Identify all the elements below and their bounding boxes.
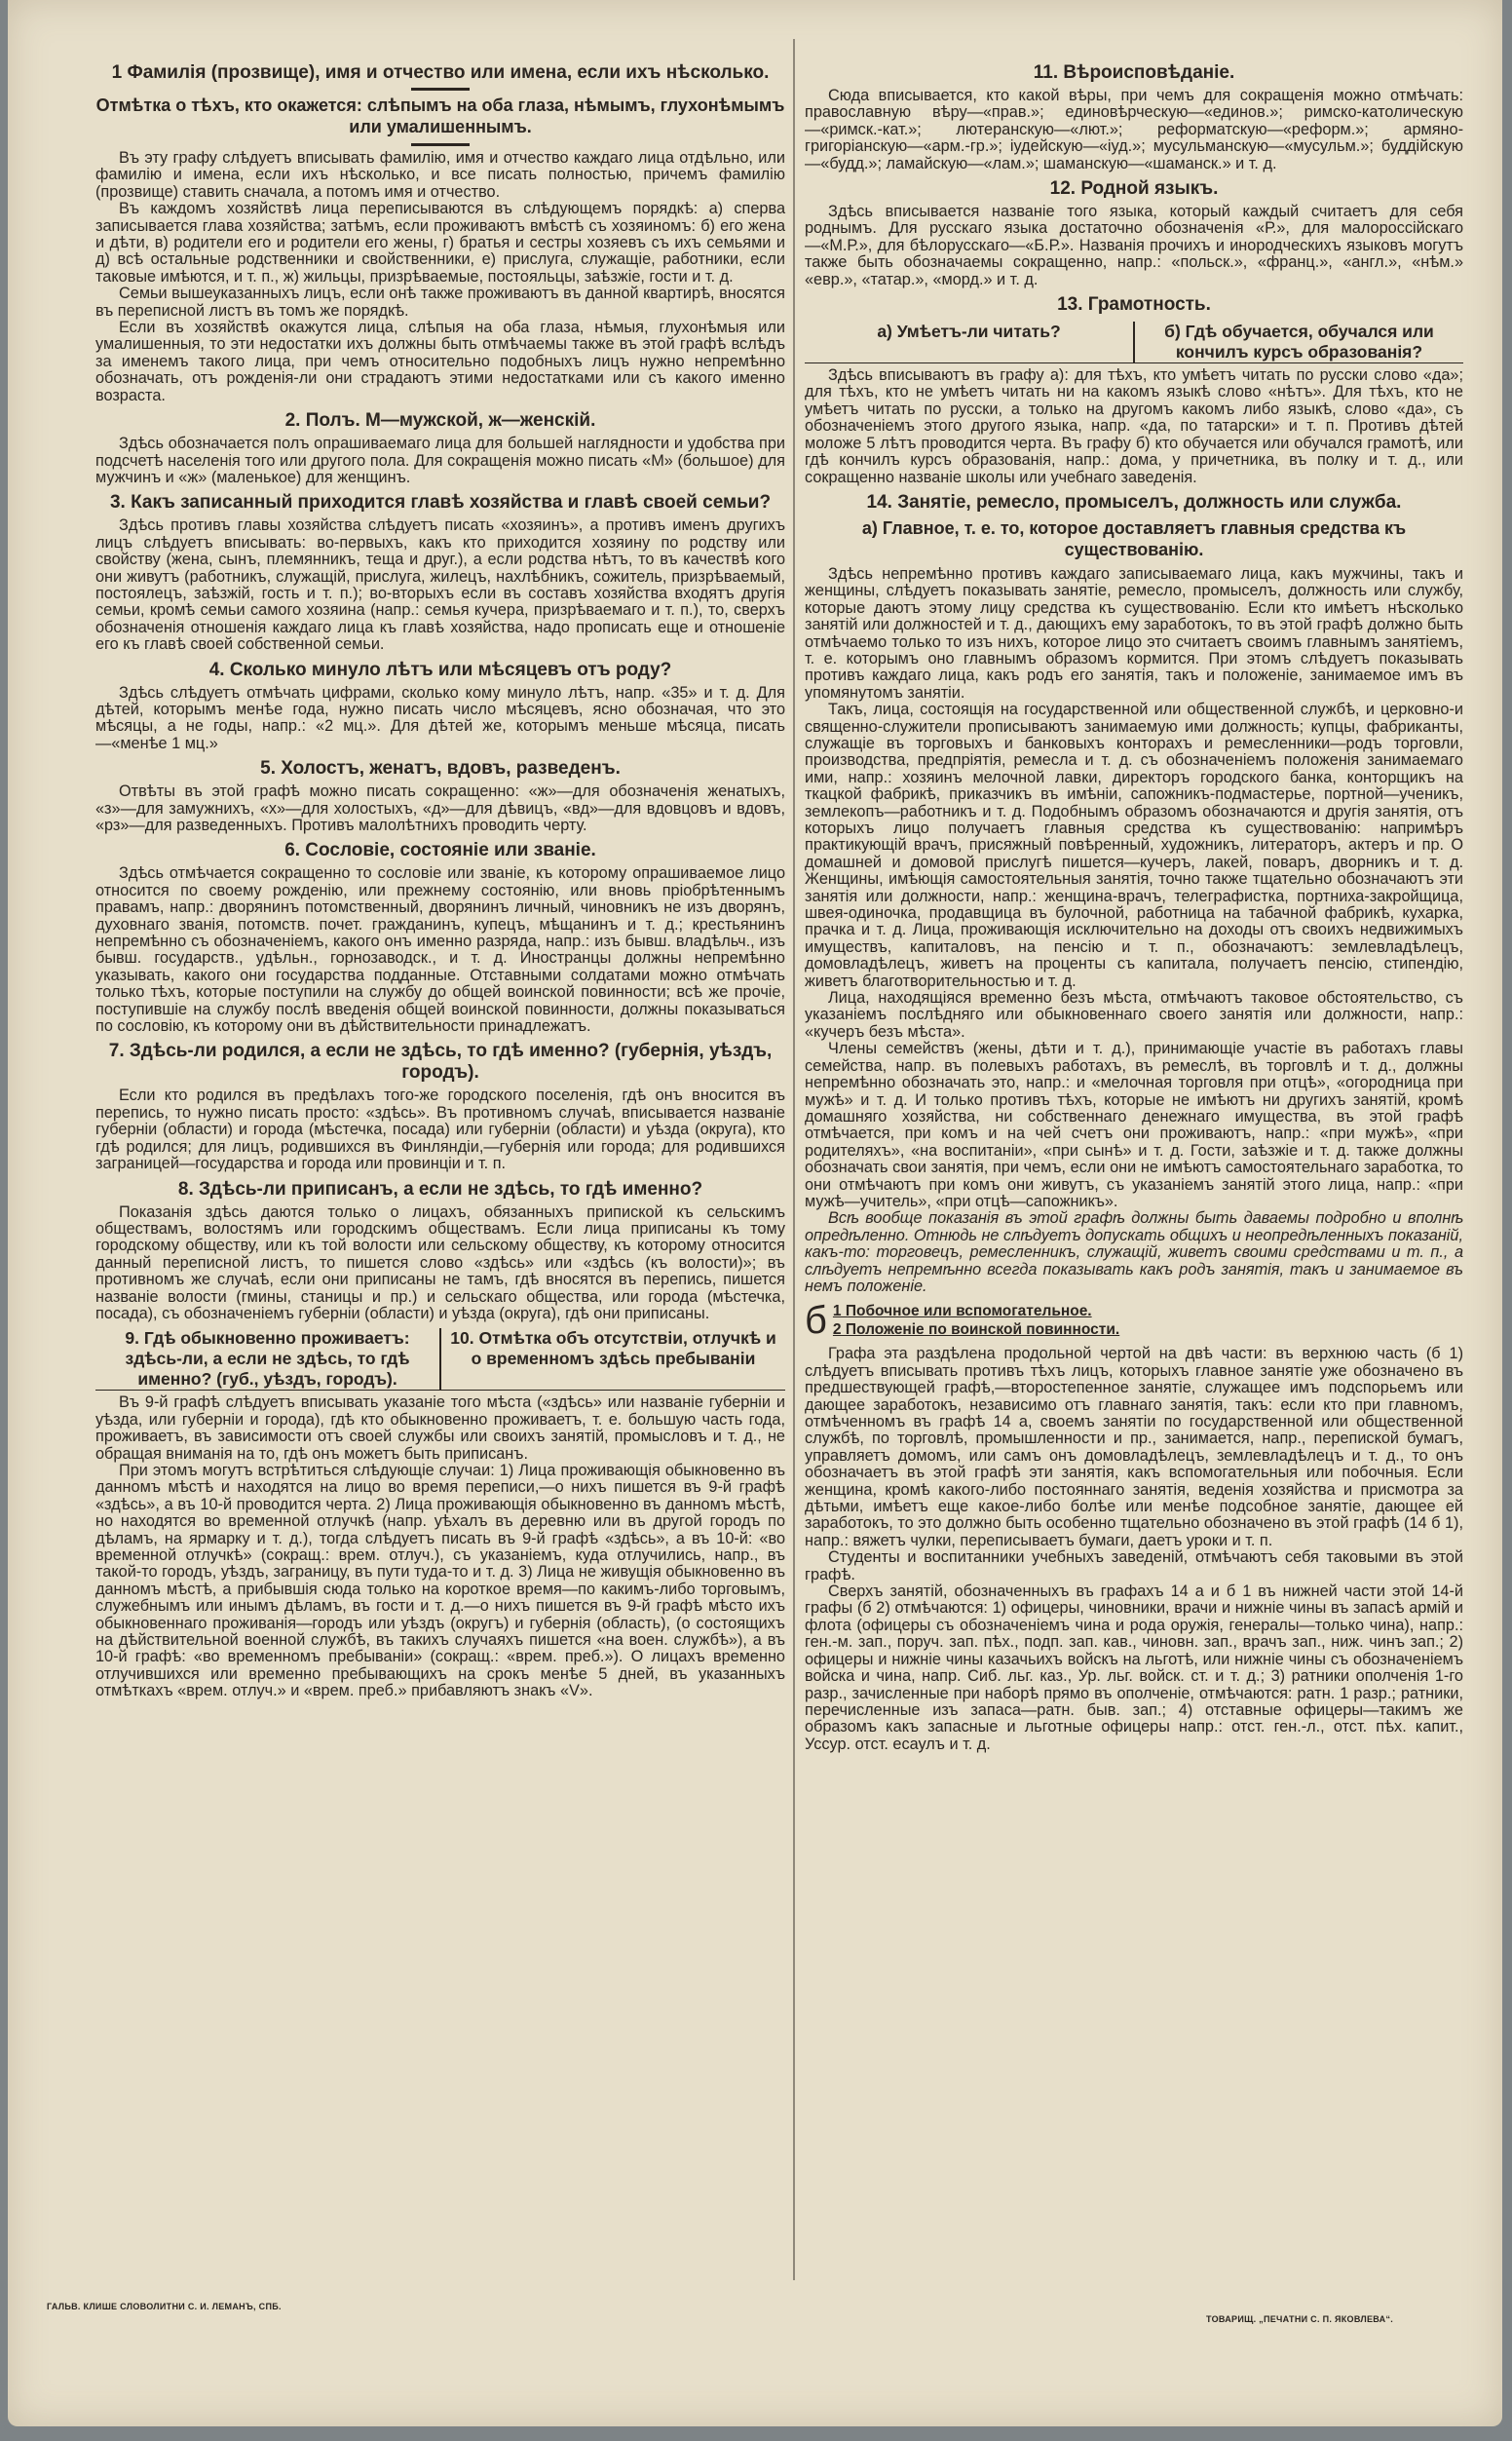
paragraph: Въ 9-й графѣ слѣдуетъ вписывать указаніе того мѣста («здѣсь» или названіе губерніи и уѣзда, или губерніи и города), гдѣ кто обыкновенно проживаетъ, т. е. большую часть года, проживаетъ, въ зависимости отъ своей службы или своихъ занятій, промысловъ и т. д., не обращая вниманія на то, гдѣ онъ можетъ быть приписанъ. bbox=[95, 1393, 785, 1463]
census-instruction-sheet bbox=[8, 0, 1502, 2426]
paragraph: Здѣсь вписывается названіе того языка, который каждый считаетъ для себя роднымъ. Для русскаго языка достаточно обозначенія «Р.», для малороссійскаго—«М.Р.», для бѣлорусскаго—«Б.Р.». Названія прочихъ и инородческихъ языковъ могутъ также быть обозначаемы сокращенно, напр.: «польск.», «франц.», «англ.», «нѣм.» «евр.», «татар.», «морд.» и т. д. bbox=[805, 203, 1463, 288]
section-heading: 2. Полъ. М—мужской, ж—женскій. bbox=[284, 410, 596, 432]
section-heading: 5. Холостъ, женатъ, вдовъ, разведенъ. bbox=[260, 758, 621, 780]
section-heading: 7. Здѣсь-ли родился, а если не здѣсь, то гдѣ именно? (губернія, уѣздъ, городъ). bbox=[108, 1041, 773, 1084]
paragraph: Здѣсь отмѣчается сокращенно то сословіе или званіе, къ которому опрашиваемое лицо относится по своему рожденію, или прежнему состоянію, или вновь пріобрѣтеннымъ правамъ, напр.: дворянинъ потомственный, дворянинъ личный, чиновникъ не изъ дворянъ, духовнаго званія, потомств. почет. гражданинъ, купецъ, мѣщанинъ и т. д.; крестьянинъ непремѣнно съ обозначеніемъ, какого онъ именно разряда, напр.: изъ бывш. владѣльч., изъ бывш. государств., удѣльн., горнозаводск., и т. д. Иностранцы должны непремѣнно указывать, какого они государства подданные. Отставными солдатами можно отмѣчать только тѣхъ, которые поступили на службу до общей воинской повинности; всѣ же прочіе, поступившіе на службу послѣ введенія общей воинской повинности, должны показываться по сословію, къ которому они въ дѣйствительности принадлежатъ. bbox=[95, 864, 785, 1036]
section-subheading: Отмѣтка о тѣхъ, кто окажется: слѣпымъ на оба глаза, нѣмымъ, глухонѣмымъ или умалишеннымъ. bbox=[95, 95, 785, 136]
section-heading: 6. Сословіе, состояніе или званіе. bbox=[284, 840, 596, 861]
bracket-mark: б bbox=[805, 1299, 827, 1343]
paragraph: Сверхъ занятій, обозначенныхъ въ графахъ 14 а и б 1 въ нижней части этой 14-й графы (б 2) отмѣчаются: 1) офицеры, чиновники, врачи и нижніе чины въ запасѣ армій и флота (офицеры съ обозначеніемъ чина и рода оружія, генералы—только чина), напр.: ген.-м. зап., поруч. зап. пѣх., подп. зап. кав., чиновн. зап., врачъ зап., ниж. чинъ зап.; 2) офицеры и нижніе чины казачьихъ войскъ на льготѣ, или нижніе чины съ обозначеніемъ войска и чина, напр. Сиб. льг. каз., Ур. льг. войск. ст. и т. д.; 3) ратники ополченія 1-го разр., зачисленные при наборѣ прямо въ ополченіе, отмѣчаются: ратн. 1 разр.; ратники, перечисленные изъ запаса—ратн. быв. зап.; 4) отставные офицеры—такимъ же образомъ какъ запасные и льготные офицеры напр.: отст. ген.-л., отст. пѣх. капит., Уссур. отст. есаулъ и т. д. bbox=[805, 1583, 1463, 1753]
bracket-heading bbox=[805, 1299, 1463, 1343]
section-heading: 14. Занятіе, ремесло, промыселъ, должность или служба. bbox=[866, 491, 1402, 513]
bracket-items bbox=[833, 1302, 1119, 1339]
paragraph: Отвѣты въ этой графѣ можно писать сокращенно: «ж»—для обозначенія женатыхъ, «з»—для замужнихъ, «х»—для холостыхъ, «д»—для дѣвицъ, «вд»—для вдовцовъ и вдовъ, «рз»—для разведенныхъ. Противъ малолѣтнихъ проводить черту. bbox=[95, 782, 785, 834]
section-heading: 8. Здѣсь-ли приписанъ, а если не здѣсь, то гдѣ именно? bbox=[177, 1178, 703, 1200]
section-subheading: а) Главное, т. е. то, которое доставляетъ главныя средства къ существованію. bbox=[861, 517, 1407, 559]
section-heading: 1 Фамилія (прозвище), имя и отчество или имена, если ихъ нѣсколько. bbox=[111, 62, 770, 83]
split-heading bbox=[805, 322, 1463, 363]
section-heading: 3. Какъ записанный приходится главѣ хозяйства и главѣ своей семьи? bbox=[109, 492, 772, 514]
footer-printer-right: ТОВАРИЩ. „ПЕЧАТНИ С. П. ЯКОВЛЕВА“. bbox=[1206, 2314, 1394, 2324]
heading-rule bbox=[411, 88, 470, 91]
paragraph: Графа эта раздѣлена продольной чертой на двѣ части: въ верхнюю часть (б 1) слѣдуетъ вписывать противъ тѣхъ лицъ, которыхъ главное занятіе уже обозначено въ предшествующей графѣ,—второстепенное занятіе, служащее имъ подспорьемъ или дающее заработокъ, независимо отъ главнаго занятія, такъ: если кто при главномъ, отмѣченномъ въ графѣ 14 а, своемъ занятіи по государственной или общественной службѣ, по торговлѣ, промышленности и пр., занимается, напр., перепиской бумагъ, управляетъ домомъ, или самъ онъ домовладѣлецъ, землевладѣлецъ и т. д., то онъ обозначаетъ въ этой графѣ эти занятія, какъ вспомогательныя или побочныя. Если женщина, кромѣ какого-либо постояннаго занятія, веденія хозяйства и присмотра за дѣтьми, имѣетъ еще какое-либо болѣе или менѣе подсобное занятіе, дающее ей заработокъ, то это должно быть особенно тщательно обозначено въ этой графѣ (14 б 1), напр.: вяжетъ чулки, переписываетъ бумаги, даетъ уроки и т. п. bbox=[805, 1345, 1463, 1549]
paragraph: Здѣсь противъ главы хозяйства слѣдуетъ писать «хозяинъ», а противъ именъ другихъ лицъ слѣдуетъ вписывать: во-первыхъ, какъ кто приходится хозяину по родству или свойству (жена, сынъ, племянникъ, теща и друг.), а если родства нѣтъ, то въ качествѣ кого они живутъ (работникъ, служащій, прислуга, жилецъ, нахлѣбникъ, сожитель, призрѣваемый, постоялецъ, заѣзжій, гость и т. п.); во-вторыхъ если въ составъ хозяйства входятъ другія семьи, кромѣ семьи самого хозяина (напр.: семья кучера, призрѣваемаго и т. п.), то, сверхъ обозначенія отношенія каждаго лица къ главѣ хозяйства, надо прописать еще и отношеніе его къ главѣ своей собственной семьи. bbox=[95, 516, 785, 654]
paragraph: Сюда вписывается, кто какой вѣры, при чемъ для сокращенія можно отмѣчать: православную вѣру—«прав.»; единовѣрческую—«единов.»; римско-католическую—«римск.-кат.»; лютеранскую—«лют.»; реформатскую—«реформ.»; армяно-григоріанскую—«арм.-гр.»; іудейскую—«іуд.»; мусульманскую—«мусульм.»; буддійскую—«будд.»; ламайскую—«лам.»; шаманскую—«шаманск.» и т. д. bbox=[805, 87, 1463, 172]
paragraph: Въ эту графу слѣдуетъ вписывать фамилію, имя и отчество каждаго лица отдѣльно, или фамилію и имена, если ихъ нѣсколько, и все писать полностью, причемъ фамилію (прозвище) ставить сначала, а потомъ имя и отчество. bbox=[95, 149, 785, 201]
paragraph: Показанія здѣсь даются только о лицахъ, обязанныхъ припиской къ сельскимъ обществамъ, волостямъ или городскимъ обществамъ. Если лица приписаны къ тому городскому обществу, или къ той волости или сельскому обществу, къ которому относится данный переписной листъ, то пишется слово «здѣсь» или «здѣсь (къ волости)»; въ противномъ же случаѣ, если они приписаны не тамъ, гдѣ вносятся въ перепись, пишется названіе волости (гмины, станицы и пр.) и сельскаго общества, или города (мѣстечка, посада), съ обозначеніемъ губерніи (области) и уѣзда (округа), гдѣ они приписаны. bbox=[95, 1202, 785, 1322]
paragraph: Члены семействъ (жены, дѣти и т. д.), принимающіе участіе въ работахъ главы семейства, напр. въ полевыхъ работахъ, въ ремеслѣ, въ торговлѣ и т. д., должны непремѣнно обозначать это, напр.: и «мелочная торговля при отцѣ», «огородница при мужѣ» и т. д. И только противъ тѣхъ, которые не имѣютъ ни другихъ занятій, кромѣ домашняго хозяйства, ни собственнаго денежнаго имущества, въ этой графѣ отмѣчается, при комъ и на чей счетъ они проживаютъ, напр.: «при мужѣ», «при родителяхъ», «на воспитаніи», «при сынѣ» и т. д. Гости, заѣзжіе и т. д. также должны обозначать свои занятія, при чемъ, если они не имѣютъ самостоятельнаго заработка, то они отмѣчаютъ при комъ они живутъ, съ указаніемъ занятій этого лица, напр.: «при мужѣ—учитель», «при отцѣ—сапожникъ». bbox=[805, 1040, 1463, 1210]
paragraph: Студенты и воспитанники учебныхъ заведеній, отмѣчаютъ себя таковыми въ этой графѣ. bbox=[805, 1548, 1463, 1583]
paragraph: Семьи вышеуказанныхъ лицъ, если онѣ также проживаютъ въ данной квартирѣ, вносятся въ переписной листъ въ томъ же порядкѣ. bbox=[95, 285, 785, 320]
footer-printer-left: ГАЛЬВ. КЛИШЕ СЛОВОЛИТНИ С. И. ЛЕМАНЪ, СПБ. bbox=[47, 2302, 282, 2311]
right-column bbox=[805, 57, 1463, 1753]
paragraph: Если въ хозяйствѣ окажутся лица, слѣпыя на оба глаза, нѣмыя, глухонѣмыя или умалишенныя, то эти недостатки ихъ должны быть отмѣчаемы также въ этой графѣ вслѣдъ за именемъ такого лица, при чемъ относительно подобныхъ лицъ нужно непремѣнно обозначать, отъ рожденія-ли они страдаютъ этими недостатками или съ какого именно возраста. bbox=[95, 319, 785, 404]
split-heading-left: 9. Гдѣ обыкновенно проживаетъ: здѣсь-ли, а если не здѣсь, то гдѣ именно? (губ., уѣздъ, городъ). bbox=[125, 1328, 410, 1390]
paragraph: При этомъ могутъ встрѣтиться слѣдующіе случаи: 1) Лица проживающія обыкновенно въ данномъ мѣстѣ и находятся на лицо во время переписи,—о нихъ пишется въ 9-й графѣ «здѣсь», а въ 10-й проводится черта. 2) Лица проживающія обыкновенно въ данномъ мѣстѣ, но находятся во временной отлучкѣ (напр. уѣхалъ въ деревню или въ другой городъ по дѣламъ, на ярмарку и т. д.), тогда слѣдуетъ писать въ 9-й графѣ «здѣсь», а въ 10-й: «во временной отлучкѣ» (сокращ.: врем. отлуч.), съ указаніемъ, куда отлучились, напр., въ такой-то городъ, уѣздъ, заграницу, въ пути туда-то и т. д. 3) Лица не живущія обыкновенно въ данномъ мѣстѣ, а прибывшія сюда только на короткое время—по какимъ-либо торговымъ, служебнымъ или инымъ дѣламъ, въ гости и т. д.—о нихъ пишется въ 9-й графѣ мѣсто ихъ обыкновеннаго проживанія—городъ или уѣздъ (округъ) и губернія (область), (о состоящихъ на дѣйствительной военной службѣ, въ такихъ случаяхъ пишется «на воен. службѣ»), а въ 10-й графѣ: «во временномъ пребываніи» (сокращ.: «врем. преб.»). О лицахъ временно отлучившихся или временно пребывающихъ на срокъ менѣе 5 дней, въ указанныхъ отмѣткахъ «врем. отлуч.» и «врем. преб.» прибавляютъ знакъ «V». bbox=[95, 1461, 785, 1700]
section-heading: 4. Сколько минуло лѣтъ или мѣсяцевъ отъ роду? bbox=[208, 659, 672, 680]
column-divider bbox=[793, 39, 795, 2280]
paragraph: Здѣсь слѣдуетъ отмѣчать цифрами, сколько кому минуло лѣтъ, напр. «35» и т. д. Для дѣтей, которымъ менѣе года, нужно писать число мѣсяцевъ, ясно обозначая, что это мѣсяцы, а не годы, напр.: «2 мц.». Для дѣтей же, которымъ меньше мѣсяца, писать—«менѣе 1 мц.» bbox=[95, 683, 785, 752]
paragraph: Лица, находящіяся временно безъ мѣста, отмѣчаютъ таковое обстоятельство, съ указаніемъ послѣдняго или обыкновеннаго своего занятія или должности, напр.: «кучеръ безъ мѣста». bbox=[805, 989, 1463, 1041]
paragraph: Такъ, лица, состоящія на государственной или общественной службѣ, и церковно-и священно-служители прописываютъ занимаемую ими должность; купцы, фабриканты, служащіе въ торговыхъ и банковыхъ конторахъ и ремесленники—родъ торговли, производства, предпріятія, ремесла и т. д. съ обозначеніемъ положенія занимаемаго ими, напр.: хозяинъ мелочной лавки, директоръ городского банка, конторщикъ на ткацкой фабрикѣ, приказчикъ въ имѣніи, сапожникъ-подмастерье, портной—ученикъ, землекопъ—работникъ и т. д. Подобнымъ образомъ обозначаются и другія занятія, отъ которыхъ лицо получаетъ главныя средства къ существованію: напримѣръ практикующій врачъ, присяжный повѣренный, художникъ, литераторъ, актеръ и пр. О домашней и домовой прислугѣ пишется—кучеръ, лакей, поваръ, дворникъ и т. д. Женщины, имѣющія самостоятельныя занятія, точно также тщательно обозначаютъ эти занятія или должности, напр.: женщина-врачъ, телеграфистка, портниха-закройщица, швея-одиночка, продавщица въ булочной, работница на табачной фабрикѣ, кухарка, прачка и т. д. Лица, проживающія исключительно на доходы отъ своихъ недвижимыхъ имуществъ, капиталовъ, на пенсію и т. п., обозначаютъ: землевладѣлецъ, домовладѣлецъ, живетъ на проценты съ капитала, получаетъ пенсію, стипендію, живетъ благотворительностью и т. д. bbox=[805, 701, 1463, 990]
split-heading-left: а) Умѣетъ-ли читать? bbox=[877, 322, 1061, 342]
paragraph: Если кто родился въ предѣлахъ того-же городского поселенія, гдѣ онъ вносится въ перепись, то нужно писать просто: «здѣсь». Въ противномъ случаѣ, вписывается названіе губерніи (области) и города (мѣстечка, посада) или губерніи (области) и уѣзда (округа), кто гдѣ родился; для лицъ, родившихся въ Финляндіи,—губернія или города; для родившихся заграницей—государства и города или провинціи и т. п. bbox=[95, 1087, 785, 1173]
paragraph: Здѣсь непремѣнно противъ каждаго записываемаго лица, какъ мужчины, такъ и женщины, слѣдуетъ показывать занятіе, ремесло, промыселъ, должность или службу, которые даютъ этому лицу средства къ существованію. Если кто имѣетъ нѣсколько занятій или должностей и т. д., дающихъ ему заработокъ, то въ этой графѣ должно быть отмѣчаемо только то изъ нихъ, которое лицо это считаетъ своимъ главнымъ занятіемъ, т. е. которымъ оно главнымъ образомъ кормится. При этомъ слѣдуетъ показывать противъ каждаго лица, какъ родъ его занятія, такъ и положеніе, занимаемое имъ въ упомянутомъ занятіи. bbox=[805, 564, 1463, 702]
split-heading bbox=[95, 1328, 785, 1391]
section-heading: 12. Родной языкъ. bbox=[1049, 178, 1219, 200]
bracket-item: 1 Побочное или вспомогательное. bbox=[832, 1303, 1092, 1320]
paragraph: Здѣсь обозначается полъ опрашиваемаго лица для большей наглядности и удобства при подсчетѣ населенія того или другого пола. Для сокращенія можно писать «М» (большое) для мужчинъ и «ж» (маленькое) для женщинъ. bbox=[95, 435, 785, 486]
section-heading: 11. Вѣроисповѣданіе. bbox=[1033, 62, 1235, 83]
italic-paragraph: Всѣ вообще показанія въ этой графѣ должны быть даваемы подробно и вполнѣ опредѣленно. Отнюдь не слѣдуетъ допускать общихъ и неопредѣленныхъ показаній, какъ-то: торговецъ, ремесленникъ, служащій, живетъ своими средствами и т. п., а слѣдуетъ непремѣнно всегда показывать какъ родъ занятія, такъ и занимаемое въ немъ положеніе. bbox=[805, 1209, 1463, 1295]
bracket-item: 2 Положеніе по воинской повинности. bbox=[832, 1321, 1120, 1339]
paragraph: Въ каждомъ хозяйствѣ лица переписываются въ слѣдующемъ порядкѣ: а) сперва записывается глава хозяйства; затѣмъ, если проживаютъ вмѣстѣ съ хозяиномъ: б) его жена и дѣти, в) родители его и родители его жены, г) братья и сестры хозяевъ съ ихъ семьями и д) всѣ остальные родственники и свойственники, е) прислуга, служащіе, работники, если таковые имѣются, и т. п., ж) жильцы, призрѣваемые, постояльцы, заѣзжіе, гости и т. д. bbox=[95, 200, 785, 286]
section-heading: 13. Грамотность. bbox=[1057, 294, 1211, 316]
split-heading-right: б) Гдѣ обучается, обучался или кончилъ курсъ образованія? bbox=[1133, 322, 1463, 362]
split-heading-right: 10. Отмѣтка объ отсутствіи, отлучкѣ и о временномъ здѣсь пребываніи bbox=[439, 1328, 785, 1390]
heading-rule bbox=[411, 143, 470, 146]
left-column bbox=[95, 57, 785, 1700]
paragraph: Здѣсь вписываютъ въ графу а): для тѣхъ, кто умѣетъ читать по русски слово «да»; для тѣхъ, кто не умѣетъ читать ни на какомъ языкѣ слово «нѣтъ». Для тѣхъ, кто не умѣетъ читать по русски, а только на другомъ какомъ либо языкѣ, слово «да», съ обозначеніемъ этого другого языка, напр. «да, по татарски» и т. п. Противъ дѣтей моложе 5 лѣтъ проводится черта. Въ графу б) кто обучается или обучался грамотѣ, или гдѣ кончилъ курсъ образованія, напр.: дома, у причетника, въ полку и т. д., или сокращенно названіе школы или учебнаго заведенія. bbox=[805, 366, 1463, 486]
